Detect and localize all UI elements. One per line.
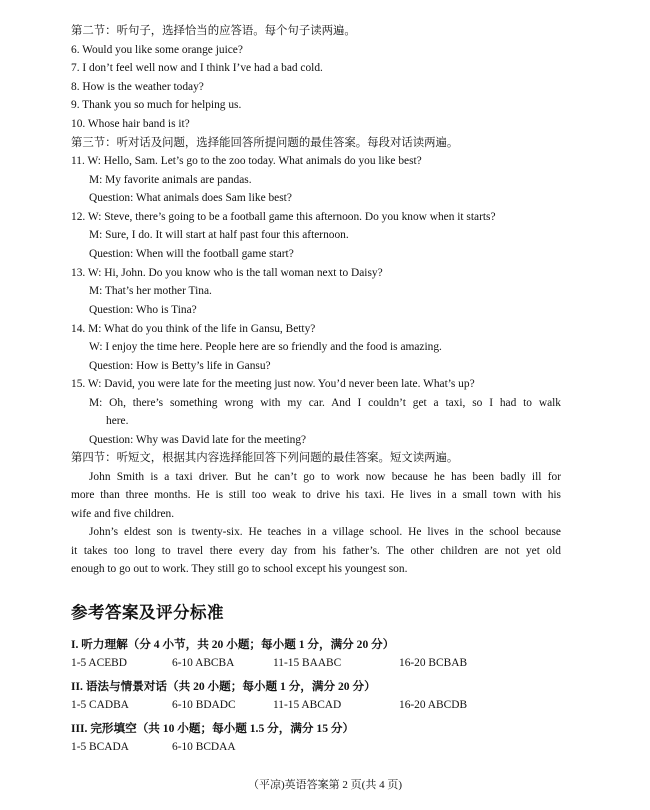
dialogue-13-reply: M: That’s her mother Tina.	[89, 285, 212, 297]
answer-group: 1-5 ACEBD	[71, 657, 128, 669]
passage-line-3: wife and five children.	[71, 508, 175, 520]
sentence-10: 10. Whose hair band is it?	[71, 118, 190, 130]
answers-section-2-title: II. 语法与情景对话（共 20 小题；每小题 1 分，满分 20 分）	[71, 680, 376, 693]
dialogue-15-line: 15. W: David, you were late for the meeting just now. You’d never been late. What’s up?	[71, 378, 475, 390]
answer-group: 6-10 BCDAA	[172, 741, 236, 753]
dialogue-15-reply: M: Oh, there’s something wrong with my car. And I couldn’t get a taxi, so I had to walk	[89, 397, 561, 409]
passage-line-2: more than three months. He is still too weak to drive his taxi. He lives in a small town with his	[71, 489, 561, 501]
dialogue-11-line: 11. W: Hello, Sam. Let’s go to the zoo today. What animals do you like best?	[71, 155, 422, 167]
sentence-7: 7. I don’t feel well now and I think I’ve had a bad cold.	[71, 62, 323, 74]
passage-line-6: enough to go out to work. They still go to school except his youngest son.	[71, 563, 408, 575]
dialogue-12-question: Question: When will the football game start?	[89, 248, 294, 260]
answer-group: 6-10 BDADC	[172, 699, 236, 711]
passage-line-5: it takes too long to travel there every day from his father’s. The other children are not yet old	[71, 545, 561, 557]
dialogue-14-reply: W: I enjoy the time here. People here are so friendly and the food is amazing.	[89, 341, 442, 353]
section-3-title: 第三节：听对话及问题，选择能回答所提问题的最佳答案。每段对话读两遍。	[71, 137, 459, 149]
dialogue-11-reply: M: My favorite animals are pandas.	[89, 174, 252, 186]
dialogue-12-line: 12. W: Steve, there’s going to be a football game this afternoon. Do you know when it starts?	[71, 211, 496, 223]
sentence-9: 9. Thank you so much for helping us.	[71, 99, 242, 111]
dialogue-14-question: Question: How is Betty’s life in Gansu?	[89, 360, 271, 372]
answer-group: 11-15 BAABC	[273, 657, 342, 669]
sentence-8: 8. How is the weather today?	[71, 81, 204, 93]
answers-heading: 参考答案及评分标准	[71, 603, 224, 622]
answer-group: 1-5 CADBA	[71, 699, 129, 711]
dialogue-11-question: Question: What animals does Sam like best?	[89, 192, 292, 204]
answer-group: 1-5 BCADA	[71, 741, 129, 753]
dialogue-13-line: 13. W: Hi, John. Do you know who is the tall woman next to Daisy?	[71, 267, 383, 279]
dialogue-15-question: Question: Why was David late for the meeting?	[89, 434, 307, 446]
section-4-title: 第四节：听短文，根据其内容选择能回答下列问题的最佳答案。短文读两遍。	[71, 452, 459, 464]
passage-line-1: John Smith is a taxi driver. But he can’t go to work now because he has been badly ill for	[89, 471, 561, 483]
answers-section-3-title: III. 完形填空（共 10 小题；每小题 1.5 分，满分 15 分）	[71, 722, 355, 735]
answer-group: 16-20 ABCDB	[399, 699, 468, 711]
answer-group: 16-20 BCBAB	[399, 657, 468, 669]
section-2-title: 第二节：听句子，选择恰当的应答语。每个句子读两遍。	[71, 25, 356, 37]
answer-group: 6-10 ABCBA	[172, 657, 235, 669]
sentence-6: 6. Would you like some orange juice?	[71, 44, 243, 56]
dialogue-15-reply-cont: here.	[106, 415, 129, 427]
page-footer: （平凉)英语答案第 2 页(共 4 页)	[248, 779, 402, 791]
answer-group: 11-15 ABCAD	[273, 699, 342, 711]
dialogue-14-line: 14. M: What do you think of the life in Gansu, Betty?	[71, 323, 316, 335]
dialogue-12-reply: M: Sure, I do. It will start at half past four this afternoon.	[89, 229, 349, 241]
passage-line-4: John’s eldest son is twenty-six. He teaches in a village school. He lives in the school because	[89, 526, 561, 538]
answers-section-1-title: I. 听力理解（分 4 小节，共 20 小题；每小题 1 分，满分 20 分）	[71, 638, 395, 651]
dialogue-13-question: Question: Who is Tina?	[89, 304, 197, 316]
